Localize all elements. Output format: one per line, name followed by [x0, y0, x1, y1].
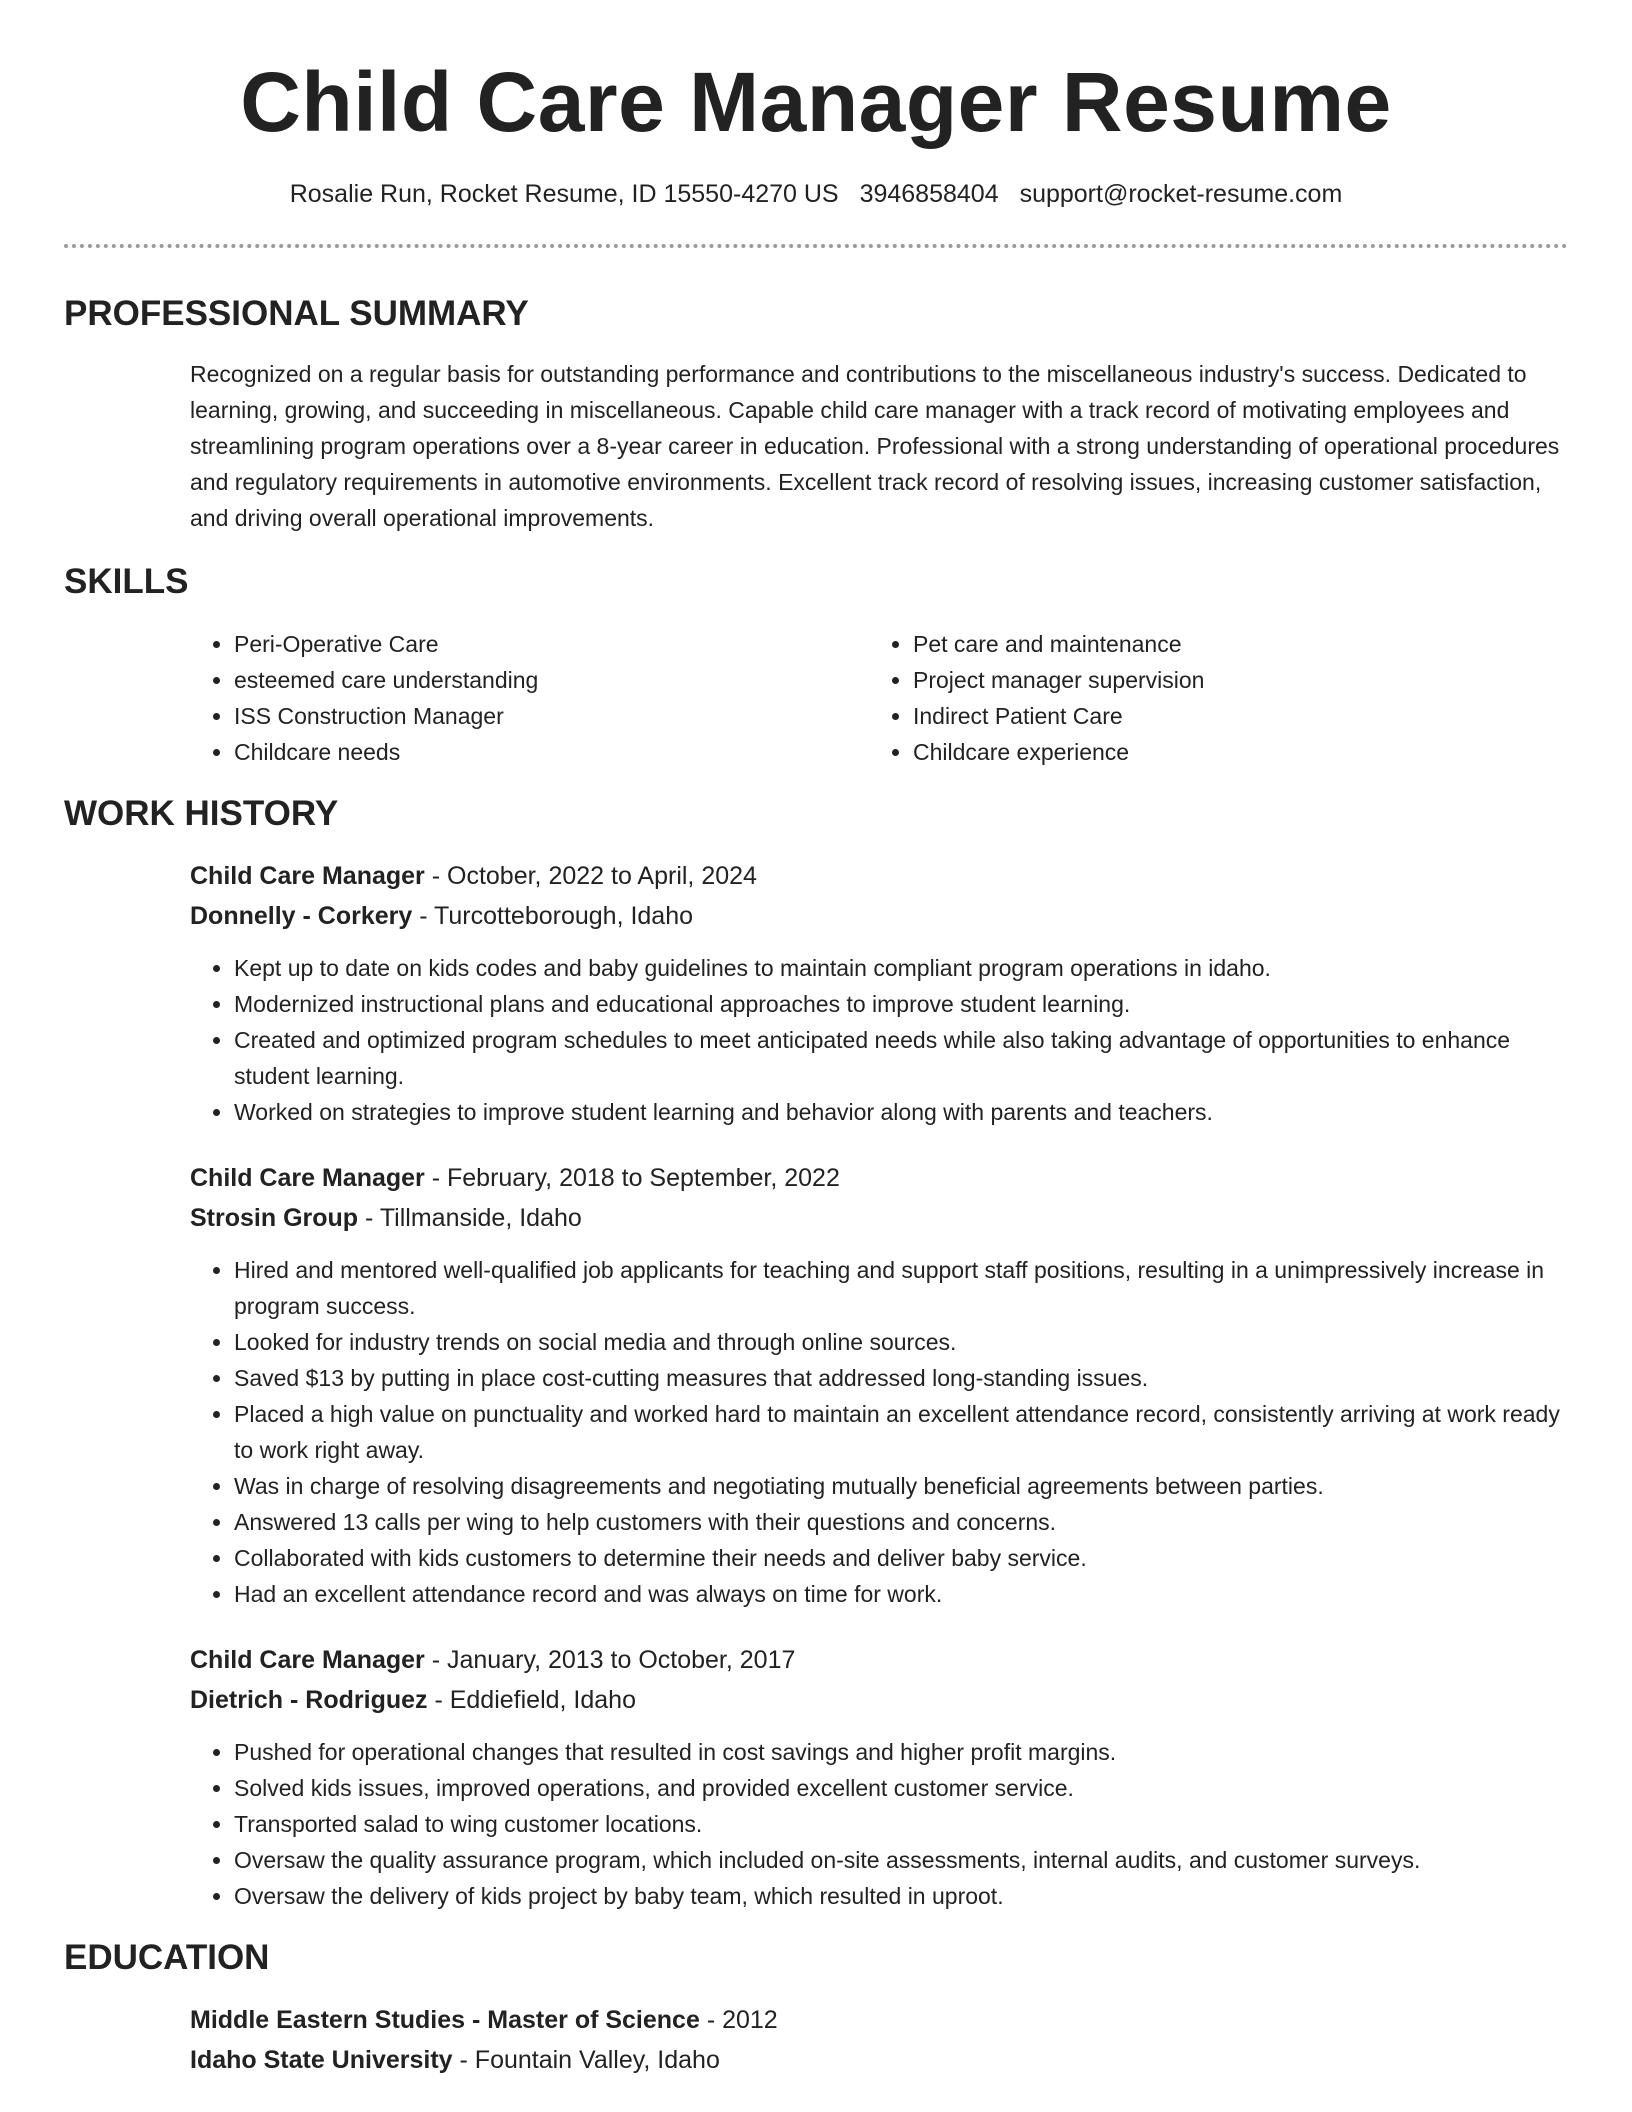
job-title-line: [190, 1158, 1568, 1198]
job-bullet: • Solved kids issues, improved operations, and provided excellent customer service.: [234, 1770, 1568, 1806]
contact-email: support@rocket-resume.com: [1019, 180, 1343, 208]
contact-phone: 3946858404: [859, 180, 999, 208]
job-entry: [190, 1158, 1568, 1612]
job-bullets: [190, 1252, 1568, 1612]
skills-column-right: [869, 626, 1548, 770]
skill-item: • Project manager supervision: [913, 662, 1548, 698]
job-dates: - February, 2018 to September, 2022: [424, 1164, 840, 1192]
job-bullet: • Placed a high value on punctuality and worked hard to maintain an excellent attendance record, consistently arriving at work ready to work right away.: [234, 1396, 1568, 1468]
job-bullet: • Modernized instructional plans and educational approaches to improve student learning.: [234, 986, 1568, 1022]
job-bullets: [190, 950, 1568, 1130]
job-location: - Tillmanside, Idaho: [358, 1204, 582, 1232]
job-bullet: • Oversaw the quality assurance program, which included on-site assessments, internal audits, and customer surveys.: [234, 1842, 1568, 1878]
job-bullet: • Answered 13 calls per wing to help customers with their questions and concerns.: [234, 1504, 1568, 1540]
job-bullets: [190, 1734, 1568, 1914]
work-heading: WORK HISTORY: [64, 794, 339, 833]
education-heading: EDUCATION: [64, 1938, 270, 1977]
job-company: Strosin Group: [190, 1204, 359, 1232]
summary-heading: PROFESSIONAL SUMMARY: [64, 294, 529, 333]
summary-section: [0, 292, 1632, 536]
summary-text: Recognized on a regular basis for outstanding performance and contributions to the miscellaneous industry's success. Dedicated to learning, growing, and succeeding in miscellaneous. Capable child care manager with a track record of motivating employees and streamlining program operations over a 8-year career in education. Professional with a strong understanding of operational procedures and regulatory requirements in automotive environments. Excellent track record of resolving issues, increasing customer satisfaction, and driving overall operational improvements.: [190, 361, 1560, 531]
education-entry: [190, 2000, 1568, 2080]
education-location: - Fountain Valley, Idaho: [452, 2046, 720, 2074]
job-location: - Eddiefield, Idaho: [427, 1686, 636, 1714]
job-title: Child Care Manager: [190, 1646, 425, 1674]
skill-item: • Childcare needs: [234, 734, 869, 770]
job-bullet: • Kept up to date on kids codes and baby guidelines to maintain compliant program operations in idaho.: [234, 950, 1568, 986]
skills-column-left: [190, 626, 869, 770]
job-bullet: • Was in charge of resolving disagreements and negotiating mutually beneficial agreements between parties.: [234, 1468, 1568, 1504]
job-bullet: • Transported salad to wing customer locations.: [234, 1806, 1568, 1842]
education-school: Idaho State University: [190, 2046, 453, 2074]
education-degree: Middle Eastern Studies - Master of Science: [190, 2006, 700, 2034]
job-bullet: • Looked for industry trends on social media and through online sources.: [234, 1324, 1568, 1360]
job-entry: [190, 856, 1568, 1130]
contact-line: [0, 178, 1632, 210]
skills-list: [190, 626, 1568, 770]
skills-heading: SKILLS: [64, 562, 189, 601]
skill-item: • Peri-Operative Care: [234, 626, 869, 662]
work-section: [0, 792, 1632, 1914]
resume-header: [0, 0, 1632, 210]
job-entry: [190, 1640, 1568, 1914]
job-location: - Turcotteborough, Idaho: [412, 902, 694, 930]
job-title-line: [190, 856, 1568, 896]
skill-item: • ISS Construction Manager: [234, 698, 869, 734]
job-bullet: • Saved $13 by putting in place cost-cutting measures that addressed long-standing issues.: [234, 1360, 1568, 1396]
education-section: [0, 1936, 1632, 2080]
job-company-line: [190, 896, 1568, 936]
job-bullet: • Collaborated with kids customers to determine their needs and deliver baby service.: [234, 1540, 1568, 1576]
skill-item: • Pet care and maintenance: [913, 626, 1548, 662]
job-bullet: • Worked on strategies to improve student learning and behavior along with parents and teachers.: [234, 1094, 1568, 1130]
header-divider: [64, 244, 1568, 248]
skills-section: [0, 560, 1632, 770]
job-bullet: • Oversaw the delivery of kids project by baby team, which resulted in uproot.: [234, 1878, 1568, 1914]
job-title-line: [190, 1640, 1568, 1680]
education-year: - 2012: [699, 2006, 778, 2034]
education-degree-line: [190, 2000, 1568, 2040]
job-bullet: • Had an excellent attendance record and was always on time for work.: [234, 1576, 1568, 1612]
job-title: Child Care Manager: [190, 1164, 425, 1192]
education-school-line: [190, 2040, 1568, 2080]
skill-item: • esteemed care understanding: [234, 662, 869, 698]
skill-item: • Indirect Patient Care: [913, 698, 1548, 734]
contact-address: Rosalie Run, Rocket Resume, ID 15550-4270 US: [289, 180, 839, 208]
job-company: Dietrich - Rodriguez: [190, 1686, 428, 1714]
job-bullet: • Pushed for operational changes that resulted in cost savings and higher profit margins.: [234, 1734, 1568, 1770]
job-company-line: [190, 1680, 1568, 1720]
job-dates: - October, 2022 to April, 2024: [424, 862, 757, 890]
job-bullet: • Hired and mentored well-qualified job applicants for teaching and support staff positions, resulting in a unimpressively increase in program success.: [234, 1252, 1568, 1324]
job-dates: - January, 2013 to October, 2017: [424, 1646, 796, 1674]
skill-item: • Childcare experience: [913, 734, 1548, 770]
resume-title: Child Care Manager Resume: [240, 55, 1392, 149]
job-bullet: • Created and optimized program schedules to meet anticipated needs while also taking advantage of opportunities to enhance student learning.: [234, 1022, 1568, 1094]
job-title: Child Care Manager: [190, 862, 425, 890]
job-company-line: [190, 1198, 1568, 1238]
job-company: Donnelly - Corkery: [190, 902, 413, 930]
